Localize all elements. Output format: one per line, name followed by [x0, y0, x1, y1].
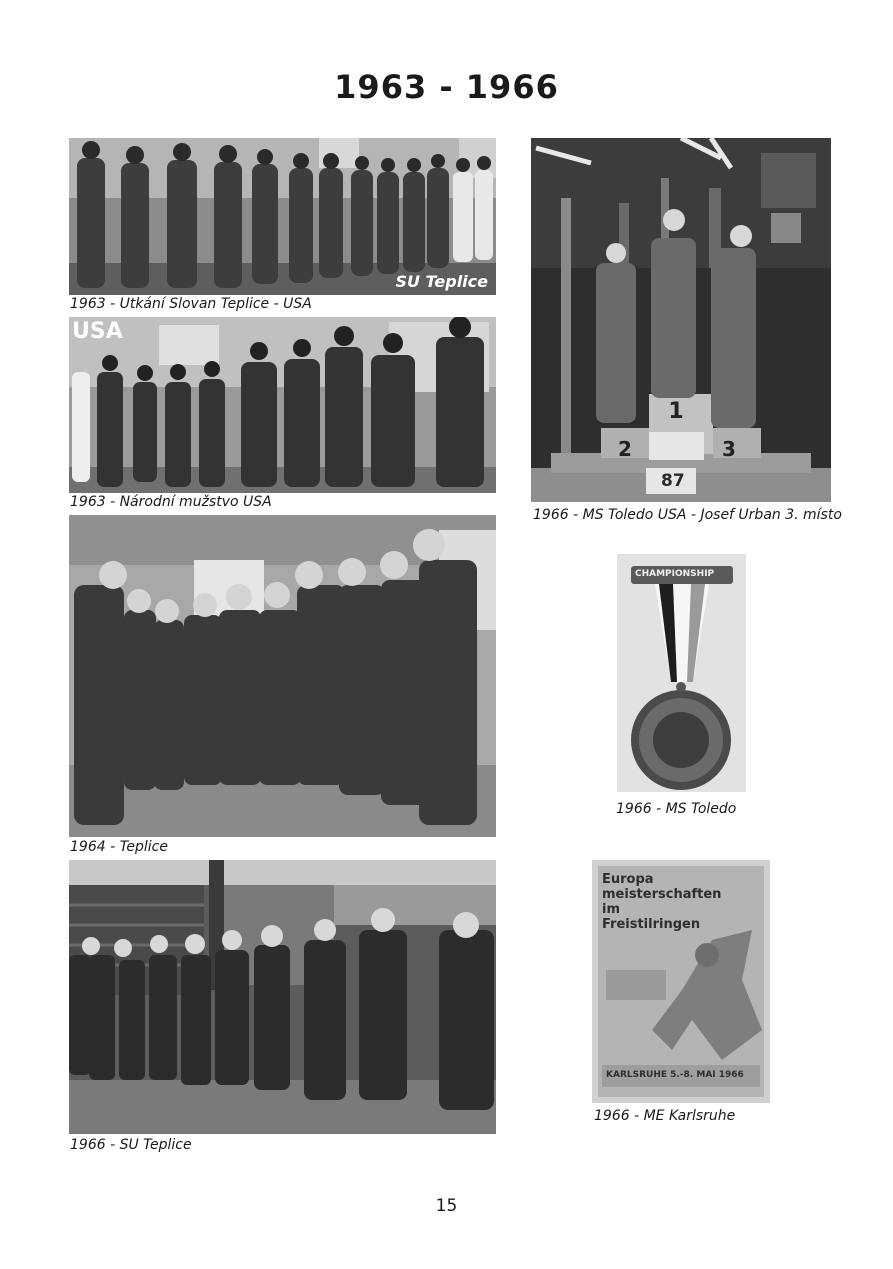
caption-photo-3: 1966 - MS Toledo USA - Josef Urban 3. místo [533, 507, 842, 523]
svg-text:1: 1 [668, 399, 684, 424]
photo-su-teplice-1966 [69, 860, 496, 1134]
svg-text:3: 3 [722, 437, 736, 461]
page-number: 15 [435, 1196, 458, 1216]
caption-photo-7: 1966 - ME Karlsruhe [594, 1108, 736, 1124]
caption-photo-1: 1963 - Utkání Slovan Teplice - USA [70, 296, 312, 312]
photo-toledo-podium-1966 [531, 138, 831, 502]
plaque-line-3: im [602, 902, 621, 917]
caption-photo-4: 1964 - Teplice [70, 839, 168, 855]
plaque-line-2: meisterschaften [602, 887, 722, 902]
plaque-text-block [602, 872, 721, 932]
photo-toledo-medal [617, 554, 746, 792]
svg-text:2: 2 [618, 437, 632, 461]
photo-karlsruhe-plaque [592, 860, 770, 1103]
photo-team-lineup-1963 [69, 138, 496, 295]
photo-teplice-group-1964 [69, 515, 496, 837]
caption-photo-5: 1966 - MS Toledo [616, 801, 737, 817]
medal-bar-text: CHAMPIONSHIP [635, 569, 715, 579]
photo-overlay-su-teplice: SU Teplice [395, 272, 488, 291]
plaque-bottom-text: KARLSRUHE 5.-8. MAI 1966 [606, 1070, 744, 1080]
page-title: 1963 - 1966 [334, 68, 559, 106]
caption-photo-6: 1966 - SU Teplice [70, 1137, 192, 1153]
photo-overlay-usa: USA [72, 319, 123, 344]
photo-overlay-number: 87 [661, 471, 685, 491]
caption-photo-2: 1963 - Národní mužstvo USA [70, 494, 272, 510]
photo-usa-team-1963 [69, 317, 496, 493]
plaque-line-1: Europa [602, 872, 654, 887]
plaque-line-4: Freistilringen [602, 917, 701, 932]
